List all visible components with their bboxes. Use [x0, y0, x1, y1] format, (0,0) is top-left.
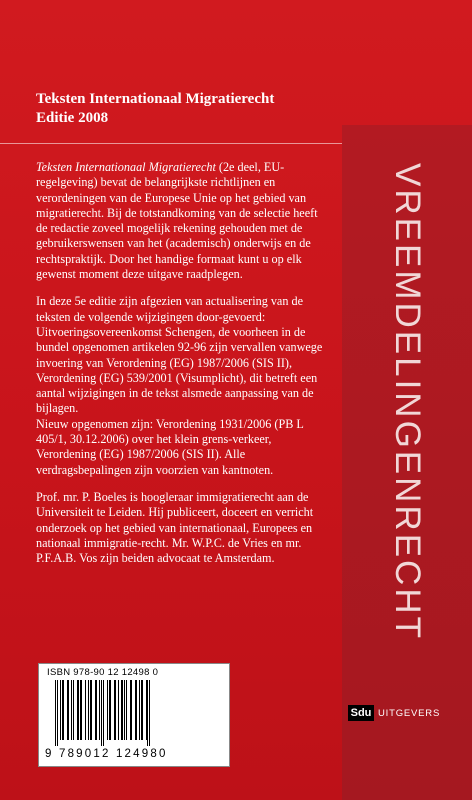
barcode-bar: [147, 680, 148, 746]
title-line-1: Teksten Internationaal Migratierecht: [36, 91, 275, 107]
sdu-logo: Sdu: [348, 705, 374, 721]
blurb-paragraph-2: In deze 5e editie zijn afgezien van actualisering van de teksten de volgende wijzigingen door-gevoerd: Uitvoeringsovereenkomst Schengen, de voorheen in de bundel opgenomen artikelen 92-96 zijn vervallen vanwege invoering van Verordening (EG) 1987/2006 (SIS II), Verordening (EG) 539/2001 (Visumplicht), dit betreft een aantal wijzigingen in de tekst alsmede aanpassing van de bijlagen.: [36, 294, 323, 416]
barcode-bar: [62, 680, 64, 740]
barcode-bar: [80, 680, 82, 740]
barcode-bar: [118, 680, 119, 740]
barcode-bar: [55, 680, 56, 746]
barcode-bar: [60, 680, 61, 740]
barcode-bar: [103, 680, 104, 746]
publisher-logo: [348, 701, 440, 725]
title-divider: [0, 143, 342, 144]
barcode-bar: [99, 680, 100, 740]
barcode-bar: [149, 680, 150, 746]
barcode-bar: [135, 680, 137, 740]
barcode-image: [55, 680, 213, 746]
barcode-bar: [130, 680, 132, 740]
barcode-bar: [124, 680, 125, 740]
barcode-bar: [95, 680, 97, 740]
barcode-bar: [90, 680, 92, 740]
author-bio: Prof. mr. P. Boeles is hoogleraar immigratierecht aan de Universiteit te Leiden. Hij publiceert, doceert en verricht onderzoek op het gebied van internationaal, Europees en nationaal immigratie-recht. Mr. W.P.C. de Vries en mr. P.F.A.B. Vos zijn beiden advocaat te Amsterdam.: [36, 489, 314, 566]
barcode-bar: [141, 680, 143, 740]
barcode-bar: [139, 680, 140, 740]
barcode-bar: [146, 680, 147, 740]
barcode-bar: [57, 680, 58, 746]
barcode-bar: [101, 680, 102, 746]
book-title: [36, 90, 326, 128]
barcode-bar: [67, 680, 69, 740]
blurb-paragraph-3: Nieuw opgenomen zijn: Verordening 1931/2006 (PB L 405/1, 30.12.2006) over het klein grens-verkeer, Verordening (EG) 1987/2006 (SIS II). Alle verdragsbepalingen zijn voorzien van kantnoten.: [36, 416, 304, 477]
barcode-digits: 9 789012 124980: [45, 748, 168, 760]
barcode-bar: [73, 680, 74, 740]
barcode-bar: [85, 680, 86, 740]
barcode-bar: [126, 680, 127, 740]
barcode-label: [38, 663, 230, 767]
publisher-name: UITGEVERS: [378, 707, 441, 719]
barcode-bar: [107, 680, 108, 740]
blurb: [36, 160, 332, 578]
barcode-bar: [77, 680, 79, 740]
spine-title: VREEMDELINGENRECHT: [388, 163, 427, 641]
isbn-text: ISBN 978-90 12 12498 0: [47, 667, 159, 678]
barcode-bar: [109, 680, 111, 740]
blurb-paragraph-1: [36, 160, 332, 282]
blurb-paragraph-1-text: (2e deel, EU-regelgeving) bevat de belangrijkste richtlijnen en verordeningen van de Europese Unie op het gebied van migratierecht. Bij de totstandkoming van de selectie heeft de redactie zoveel mogelijk rekening gehouden met de gebruikerswensen van het (academisch) onderwijs en de rechtspraktijk. Door het handige formaat kunt u op elk gewenst moment deze uitgave raadplegen.: [36, 160, 318, 282]
barcode-bar: [114, 680, 116, 740]
barcode-bar: [71, 680, 72, 740]
barcode-bar: [88, 680, 89, 740]
title-line-2: Editie 2008: [36, 110, 109, 126]
barcode-bar: [121, 680, 123, 740]
blurb-title-italic: Teksten Internationaal Migratierecht: [36, 160, 216, 174]
